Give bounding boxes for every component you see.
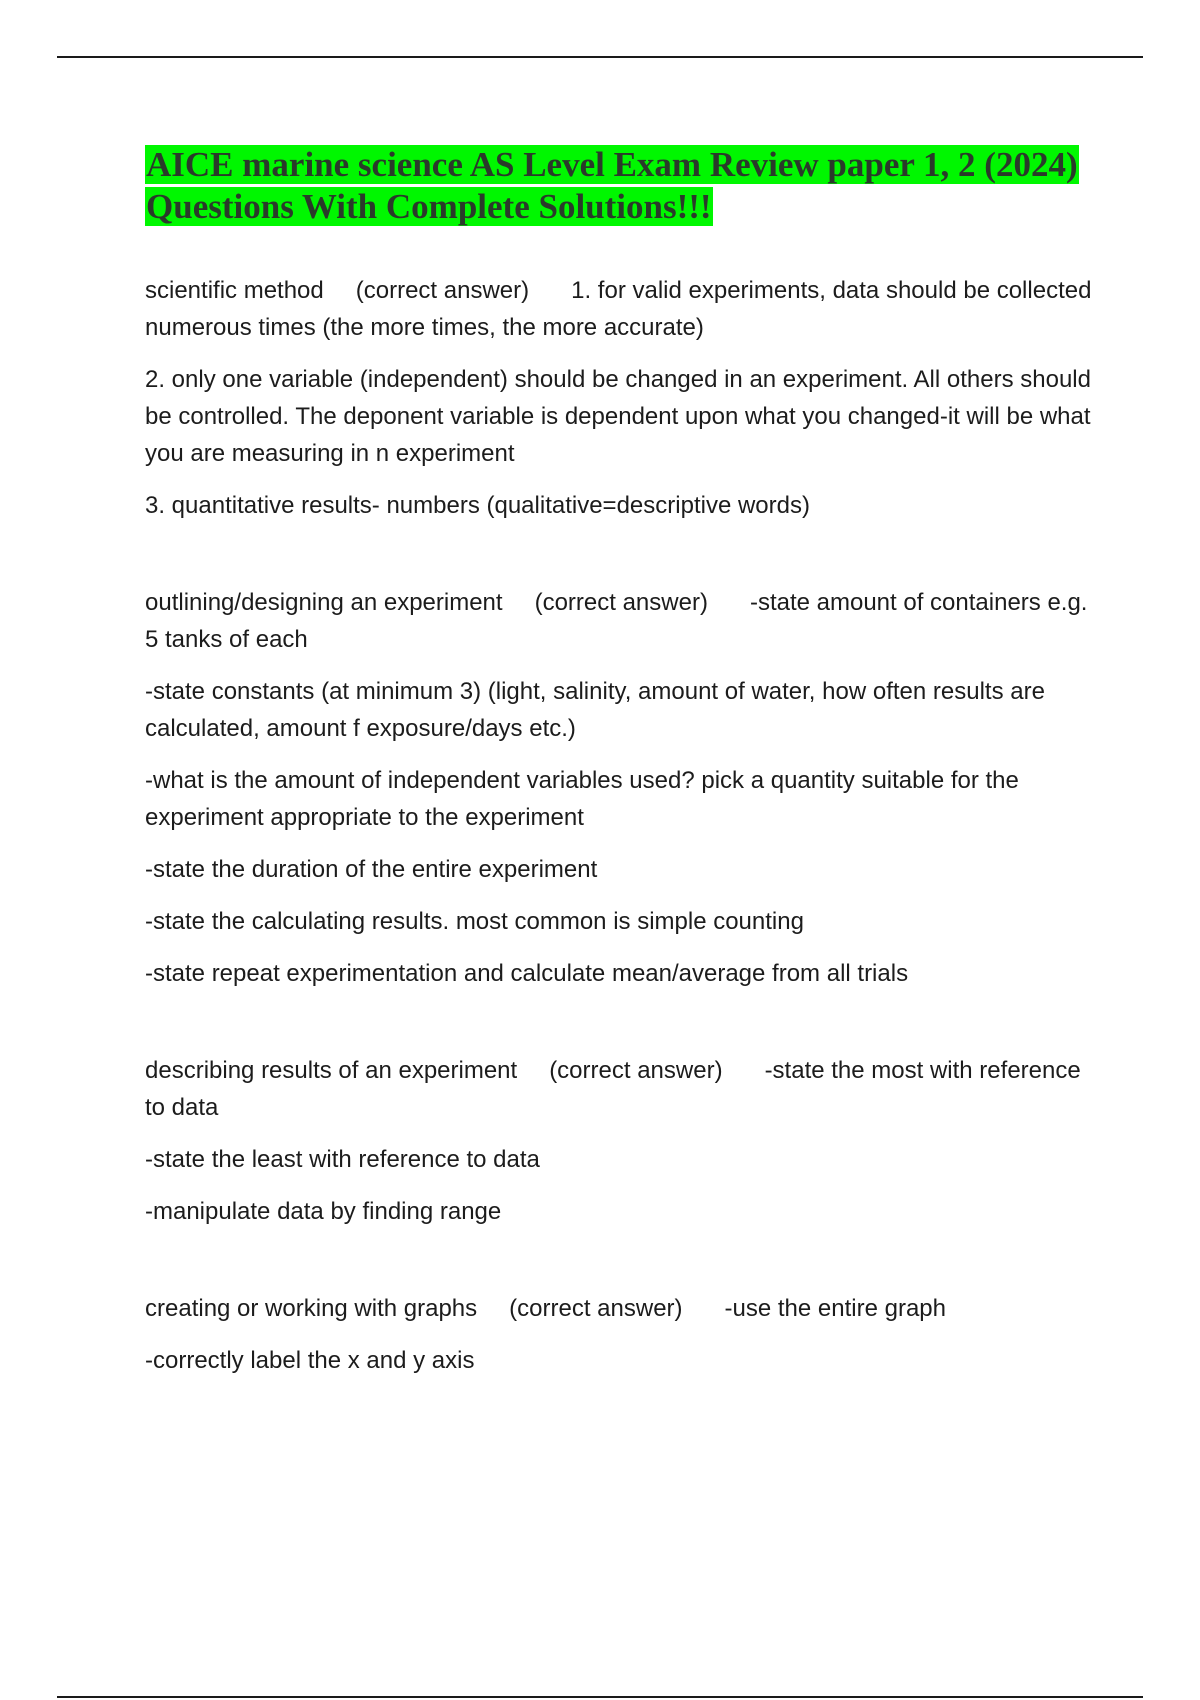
qa-question-line bbox=[145, 1052, 1105, 1126]
qa-term: scientific method bbox=[145, 277, 324, 304]
qa-answer-line: -what is the amount of independent variables used? pick a quantity suitable for the experiment appropriate to the experiment bbox=[145, 767, 1019, 831]
qa-answer-line: -state the least with reference to data bbox=[145, 1146, 540, 1173]
qa-answer-text: 1. for valid experiments, data should be collected numerous times (the more times, the more accurate) bbox=[145, 277, 1092, 341]
qa-answer-line: -state the calculating results. most common is simple counting bbox=[145, 908, 804, 935]
qa-entry-graphs bbox=[145, 1290, 1105, 1379]
qa-question-line bbox=[145, 1290, 1105, 1327]
document-title bbox=[145, 144, 1105, 228]
footer-rule bbox=[57, 1696, 1143, 1698]
title-highlight: AICE marine science AS Level Exam Review paper 1, 2 (2024) Questions With Complete Solutions!!! bbox=[146, 145, 1078, 226]
qa-answer-line: -correctly label the x and y axis bbox=[145, 1347, 475, 1374]
qa-answer-line: -state constants (at minimum 3) (light, salinity, amount of water, how often results are calculated, amount f exposure/days etc.) bbox=[145, 678, 1045, 742]
answer-marker: (correct answer) bbox=[355, 277, 530, 304]
qa-question-line bbox=[145, 584, 1105, 658]
qa-answer-line: -state repeat experimentation and calculate mean/average from all trials bbox=[145, 960, 909, 987]
header-rule bbox=[57, 56, 1143, 58]
document-page bbox=[145, 144, 1105, 1379]
qa-term: describing results of an experiment bbox=[145, 1057, 518, 1084]
qa-entry-describing-results bbox=[145, 1052, 1105, 1230]
answer-marker: (correct answer) bbox=[549, 1057, 723, 1084]
answer-marker: (correct answer) bbox=[534, 589, 708, 616]
qa-answer-text: -state amount of containers e.g. 5 tanks of each bbox=[145, 589, 1088, 653]
qa-answer-line: -manipulate data by finding range bbox=[145, 1198, 502, 1225]
qa-entry-scientific-method bbox=[145, 272, 1105, 524]
answer-marker: (correct answer) bbox=[509, 1295, 683, 1322]
qa-term: outlining/designing an experiment bbox=[145, 589, 503, 616]
qa-answer-line: 3. quantitative results- numbers (qualitative=descriptive words) bbox=[145, 492, 810, 519]
qa-answer-text: -state the most with reference to data bbox=[145, 1057, 1081, 1121]
qa-term: creating or working with graphs bbox=[145, 1295, 478, 1322]
qa-answer-text: -use the entire graph bbox=[724, 1295, 947, 1322]
qa-entry-designing-experiment bbox=[145, 584, 1105, 992]
qa-answer-line: -state the duration of the entire experiment bbox=[145, 856, 598, 883]
qa-question-line bbox=[145, 272, 1105, 346]
qa-answer-line: 2. only one variable (independent) should be changed in an experiment. All others should be controlled. The deponent variable is dependent upon what you changed-it will be what you are measuring in n experiment bbox=[145, 366, 1091, 467]
